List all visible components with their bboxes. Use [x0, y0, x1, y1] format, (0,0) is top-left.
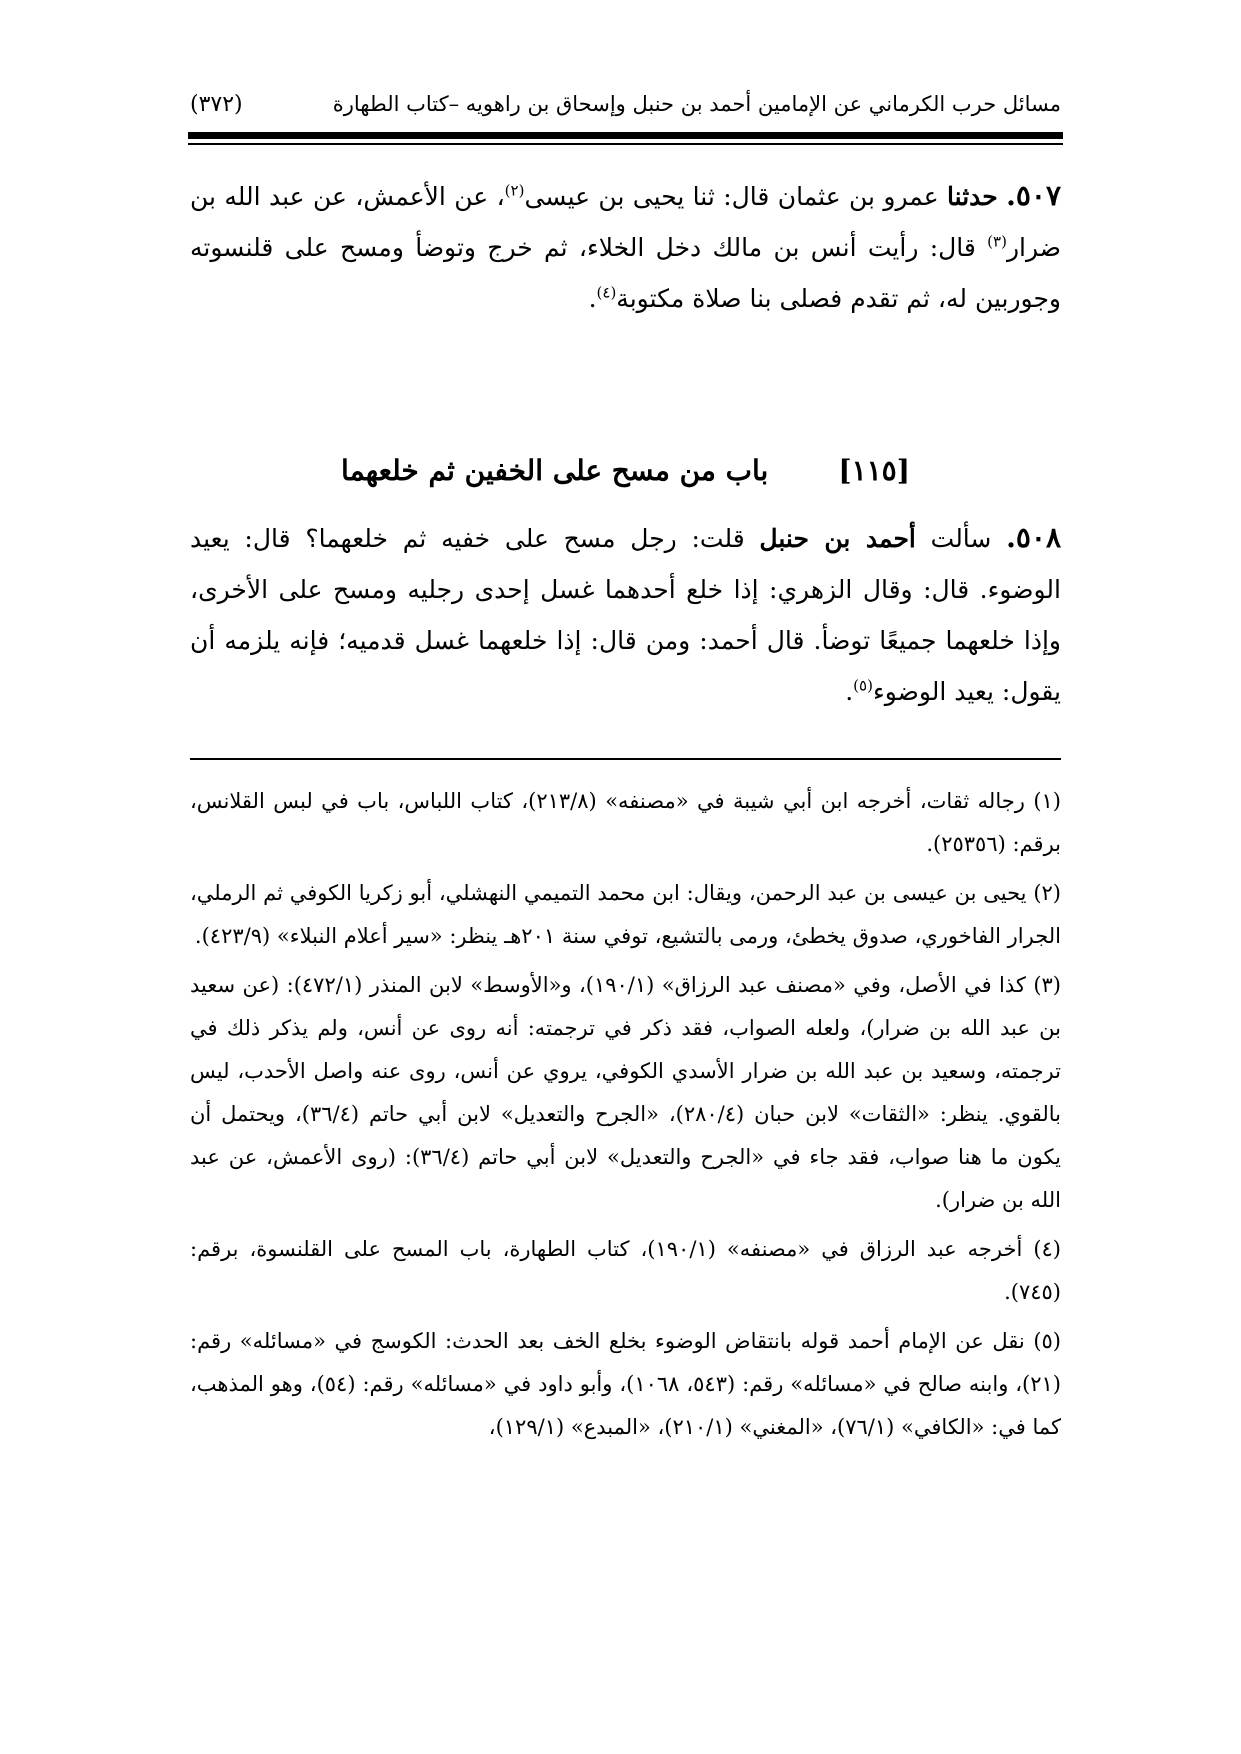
footnote-ref: (٤)	[596, 283, 617, 302]
paragraph-text: عمرو بن عثمان قال: ثنا يحيى بن عيسى	[524, 182, 948, 211]
footnote-4	[190, 1228, 1061, 1314]
page-header	[190, 84, 1061, 124]
footnote-ref: (٣)	[987, 232, 1007, 251]
paragraph-507	[190, 170, 1061, 324]
paragraph-508	[190, 512, 1061, 717]
chapter-heading	[190, 442, 1061, 498]
chapter-number: [١١٥]	[838, 453, 910, 487]
footnote-ref: (٢)	[504, 181, 525, 200]
footnote-separator	[190, 758, 1061, 760]
paragraph-text: ، عن الأعمش، عن عبد الله بن ضرار	[190, 182, 1061, 262]
paragraph-lead-word: حدثنا	[947, 182, 998, 211]
person-name: أحمد بن حنبل	[759, 524, 916, 553]
footnotes	[190, 780, 1061, 1455]
chapter-title: باب من مسح على الخفين ثم خلعهما	[341, 453, 769, 487]
footnote-text: يحيى بن عيسى بن عبد الرحمن، ويقال: ابن محمد التميمي النهشلي، أبو زكريا الكوفي ثم الرملي، الجرار الفاخوري، صدوق يخطئ، ورمى بالتشيع، توفي سنة ٢٠١هـ ينظر: «سير أعلام النبلاء» (٤٢٣/٩).	[190, 881, 1061, 948]
footnote-text: نقل عن الإمام أحمد قوله بانتقاض الوضوء بخلع الخف بعد الحدث: الكوسج في «مسائله» رقم: (٢١)، وابنه صالح في «مسائله» رقم: (٥٤٣، ١٠٦٨)، وأبو داود في «مسائله» رقم: (٥٤)، وهو المذهب، كما في: «الكافي» (٧٦/١)، «المغني» (٢١٠/١)، «المبدع» (١٢٩/١)،	[190, 1329, 1061, 1439]
header-rule-thin	[188, 143, 1063, 145]
paragraph-text: قلت: رجل مسح على خفيه ثم خلعهما؟ قال: يعيد الوضوء. قال: وقال الزهري: إذا خلع أحدهما غسل إحدى رجليه ومسح على الأخرى، وإذا خلعهما جميعًا توضأ. قال أحمد: ومن قال: إذا خلعهما غسل قدميه؛ فإنه يلزمه أن يقول: يعيد الوضوء	[190, 524, 1061, 706]
header-rule-thick	[188, 132, 1063, 139]
footnote-marker: (٥)	[1033, 1329, 1061, 1353]
footnote-1	[190, 780, 1061, 866]
footnote-2	[190, 872, 1061, 958]
footnote-ref: (٥)	[853, 676, 873, 695]
paragraph-text: قال: رأيت أنس بن مالك دخل الخلاء، ثم خرج وتوضأ ومسح على قلنسوته وجوربين له، ثم تقدم فصلى بنا صلاة مكتوبة	[190, 233, 1061, 313]
footnote-5	[190, 1320, 1061, 1449]
paragraph-text: .	[588, 284, 597, 313]
paragraph-text: سألت	[915, 524, 1007, 553]
header-title: مسائل حرب الكرماني عن الإمامين أحمد بن حنبل وإسحاق بن راهويه –كتاب الطهارة	[332, 92, 1061, 116]
footnote-3	[190, 964, 1061, 1222]
paragraph-number: ٥٠٧.	[1006, 179, 1062, 212]
footnote-text: أخرجه عبد الرزاق في «مصنفه» (١٩٠/١)، كتاب الطهارة، باب المسح على القلنسوة، برقم: (٧٤٥).	[190, 1237, 1061, 1304]
footnote-marker: (٣)	[1033, 973, 1061, 997]
footnote-text: كذا في الأصل، وفي «مصنف عبد الرزاق» (١٩٠/١)، و«الأوسط» لابن المنذر (٤٧٢/١): (عن سعيد بن عبد الله بن ضرار)، ولعله الصواب، فقد ذكر في ترجمته: أنه روى عن أنس، ولم يذكر ذلك في ترجمته، وسعيد بن عبد الله بن ضرار الأسدي الكوفي، يروي عن أنس، روى عنه واصل الأحدب، ليس بالقوي. ينظر: «الثقات» لابن حبان (٢٨٠/٤)، «الجرح والتعديل» لابن أبي حاتم (٣٦/٤)، ويحتمل أن يكون ما هنا صواب، فقد جاء في «الجرح والتعديل» لابن أبي حاتم (٣٦/٤): (روى الأعمش، عن عبد الله بن ضرار).	[190, 973, 1061, 1212]
paragraph-number: ٥٠٨.	[1006, 521, 1061, 554]
paragraph-text: .	[845, 677, 854, 706]
footnote-marker: (٢)	[1033, 881, 1061, 905]
footnote-marker: (١)	[1033, 789, 1061, 813]
footnote-text: رجاله ثقات، أخرجه ابن أبي شيبة في «مصنفه» (٢١٣/٨)، كتاب اللباس، باب في لبس القلانس، برقم: (٢٥٣٥٦).	[190, 789, 1061, 856]
page-number: (٣٧٢)	[190, 91, 243, 117]
footnote-marker: (٤)	[1033, 1237, 1061, 1261]
